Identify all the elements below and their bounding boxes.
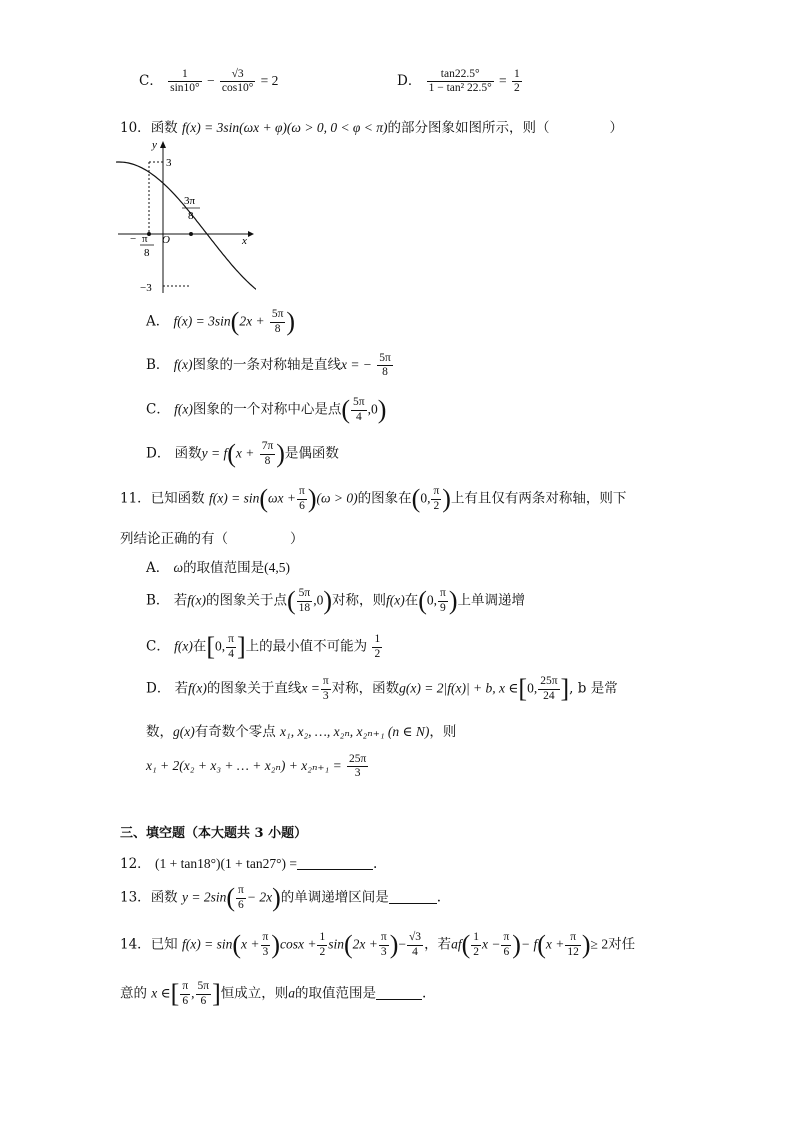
left-paren: (: [418, 586, 427, 615]
right-paren: ): [307, 484, 317, 513]
option-text: 的图象关于点: [205, 592, 287, 609]
numerator: 7π: [260, 440, 276, 454]
stem-text: 已知函数: [150, 490, 205, 507]
stem-text: 的取值范围是: [295, 985, 377, 1002]
denominator: 2: [374, 647, 381, 660]
math-expr: f(x) = 3sin: [173, 313, 231, 329]
option-text: 对称，函数: [331, 680, 400, 697]
right-bracket: ]: [560, 674, 570, 703]
left-paren: (: [286, 586, 296, 615]
option-label: C．: [146, 401, 170, 418]
left-bracket: [: [170, 979, 180, 1008]
q9-option-c: [139, 68, 278, 95]
numerator: 1: [512, 68, 522, 82]
question-number: 10．: [120, 120, 151, 136]
math-expr: a: [288, 985, 296, 1001]
numerator: tan22.5°: [427, 68, 494, 82]
stem-close: ）: [290, 531, 304, 547]
math-expr: f(x) = sin: [181, 936, 233, 952]
option-text: 上单调递增: [457, 592, 525, 609]
left-bracket: [: [518, 674, 528, 703]
fraction: [379, 931, 389, 958]
left-paren: (: [259, 484, 269, 513]
stem-text: 函数: [150, 889, 178, 906]
y-axis-arrow: [160, 141, 166, 148]
right-tick-den: 8: [188, 210, 194, 222]
math-expr: −: [398, 936, 406, 952]
right-paren: ): [323, 586, 332, 615]
q9-option-d: [397, 68, 523, 95]
minus: −: [206, 73, 215, 89]
q10-option-c: [146, 395, 386, 425]
numerator: 5π: [351, 396, 367, 410]
section-heading: 三、填空题（本大题共 3 小题）: [120, 826, 308, 841]
fraction: [270, 308, 286, 335]
right-paren: ): [377, 395, 387, 424]
option-label: A．: [146, 313, 170, 330]
math-expr: 0,: [426, 592, 438, 608]
question-number: 12．: [120, 856, 151, 872]
numerator: 5π: [196, 980, 212, 994]
math-expr: ω: [173, 560, 184, 575]
stem-text: 对任: [608, 936, 636, 953]
y-axis-label: y: [152, 139, 157, 151]
left-tick-sign: −: [130, 233, 137, 245]
right-paren: ): [389, 930, 399, 959]
right-bracket: ]: [236, 632, 246, 661]
math-expr: ,: [191, 985, 195, 1001]
left-paren: (: [227, 439, 236, 468]
denominator: 6: [238, 898, 244, 911]
right-paren: ): [581, 930, 591, 959]
fraction: [297, 485, 307, 512]
numerator: π: [438, 587, 448, 601]
right-paren: ): [271, 930, 280, 959]
right-paren: ): [272, 883, 281, 912]
option-label: D．: [397, 73, 422, 90]
left-bracket: [: [206, 632, 216, 661]
option-text: 在: [192, 638, 207, 655]
math-expr: y = 2sin: [181, 889, 227, 905]
denominator: 8: [264, 454, 271, 467]
option-text: 上的最小值不可能为: [245, 638, 368, 655]
numerator: √3: [407, 931, 423, 945]
x-axis-label: x: [242, 235, 247, 247]
left-paren: (: [411, 484, 421, 513]
denominator: 1 − tan² 22.5°: [428, 82, 492, 95]
math-expr: g(x): [173, 724, 195, 739]
q10-option-a: [146, 307, 295, 337]
fraction: [196, 980, 212, 1007]
option-text: 数，: [146, 724, 173, 740]
option-label: A．: [146, 560, 170, 576]
fraction: [407, 931, 423, 958]
math-expr: 2x +: [352, 936, 378, 952]
question-number: 14．: [120, 936, 151, 953]
max-point-marker: [147, 232, 151, 236]
right-paren: ): [448, 586, 458, 615]
stem-text: ，若: [424, 936, 452, 953]
left-paren: (: [461, 930, 471, 959]
numerator: 5π: [377, 352, 393, 366]
math-expr: x −: [482, 936, 501, 952]
function-expr: f(x) = 3sin(ωx + φ)(ω > 0, 0 < φ < π): [181, 120, 388, 135]
math-expr: x = −: [340, 357, 372, 373]
option-label: D．: [146, 680, 171, 697]
zero-point-marker: [189, 232, 193, 236]
numerator: π: [261, 931, 271, 945]
q14-line2: [120, 979, 426, 1009]
q11-option-d-line2: [146, 720, 456, 740]
q13: [120, 883, 441, 913]
denominator: cos10°: [221, 82, 254, 95]
numerator: 1: [471, 931, 481, 945]
numerator: 5π: [270, 308, 286, 322]
option-label: C．: [139, 73, 163, 90]
denominator: 18: [298, 601, 311, 614]
stem-text: 列结论正确的有（: [120, 531, 228, 547]
math-expr: 0,: [215, 638, 226, 654]
math-expr: 0,: [527, 680, 538, 696]
option-label: C．: [146, 638, 170, 655]
left-paren: (: [226, 883, 236, 912]
option-text: 若: [173, 592, 188, 609]
sine-graph: [116, 138, 256, 298]
left-paren: (: [232, 930, 242, 959]
left-paren: (: [341, 395, 351, 424]
fraction: [321, 675, 331, 702]
option-text: , b 是常: [569, 680, 618, 697]
left-tick-den: 8: [144, 247, 150, 259]
option-label: B．: [146, 592, 170, 609]
numerator: π: [180, 980, 190, 994]
math-expr: 0,: [420, 490, 431, 506]
stem-text: 的部分图象如图所示，则（: [387, 120, 550, 136]
denominator: 2: [433, 499, 440, 512]
x-axis-arrow: [248, 231, 254, 237]
q11-option-d-line1: [146, 674, 618, 704]
option-text: 图象的一条对称轴是直线: [192, 357, 341, 374]
denominator: 3: [322, 689, 329, 702]
numerator: 25π: [347, 753, 368, 767]
option-text: 图象的一个对称中心是点: [192, 401, 342, 418]
numerator: 1: [317, 931, 327, 945]
fraction: [220, 68, 255, 95]
q10-option-d: [146, 439, 339, 469]
fraction: [512, 68, 522, 95]
right-paren: ): [276, 439, 285, 468]
math-expr: sin: [328, 936, 344, 952]
fraction: [236, 884, 246, 911]
q11-stem-line2: [120, 527, 304, 547]
math-expr: f(x): [385, 592, 405, 608]
math-expr: x +: [241, 936, 260, 952]
math-expr: x +: [545, 936, 565, 952]
fraction: [471, 931, 481, 958]
math-expr: f(x): [187, 592, 206, 608]
denominator: 2: [473, 945, 479, 958]
numerator: π: [501, 931, 511, 945]
option-text: 对称，则: [331, 592, 386, 609]
math-expr: 2x +: [239, 313, 265, 329]
denominator: 8: [274, 322, 281, 335]
q11-option-b: [146, 586, 525, 616]
numerator: 1: [168, 68, 202, 82]
right-tick-num: 3π: [184, 195, 196, 207]
math-expr: ωx +: [268, 490, 297, 506]
option-text: 的取值范围是: [183, 560, 265, 576]
denominator: 6: [299, 499, 305, 512]
denominator: 12: [567, 945, 579, 958]
question-number: 13．: [120, 889, 151, 906]
option-text: 函数: [174, 445, 202, 462]
option-text: 在: [404, 592, 419, 609]
stem-text: 已知: [150, 936, 178, 953]
denominator: 6: [182, 994, 189, 1007]
math-expr: x₁, x₂, …, x₂ₙ, x₂ₙ₊₁ (n ∈ N): [280, 724, 430, 739]
fraction: [438, 587, 448, 614]
period: .: [422, 985, 427, 1002]
math-expr: f(x) = sin: [208, 490, 260, 506]
math-expr: y = f: [201, 445, 228, 461]
fraction: [351, 396, 367, 423]
math-expr: g(x) = 2|f(x)| + b, x ∈: [399, 680, 519, 696]
option-text: 有奇数个零点: [194, 724, 276, 740]
option-label: B．: [146, 357, 170, 374]
period: .: [436, 889, 442, 906]
question-number: 11．: [120, 490, 151, 507]
math-expr: (4,5): [264, 560, 290, 575]
denominator: 3: [380, 945, 387, 958]
denominator: 4: [228, 647, 234, 660]
denominator: 24: [543, 689, 555, 702]
fraction: [372, 633, 382, 660]
denominator: 6: [200, 994, 207, 1007]
numerator: π: [297, 485, 307, 499]
q14-line1: [120, 930, 635, 960]
q11-option-c: [146, 632, 383, 662]
math-expr: x₁ + 2(x₂ + x₃ + … + x₂ₙ) + x₂ₙ₊₁ =: [146, 758, 342, 774]
numerator: π: [321, 675, 331, 689]
math-expr: f(x): [188, 680, 207, 696]
denominator: sin10°: [170, 82, 200, 95]
q10-stem: [120, 116, 623, 136]
left-paren: (: [343, 930, 353, 959]
fraction: [431, 485, 441, 512]
math-expr: f(x): [174, 638, 193, 654]
stem-text: 恒成立，则: [220, 985, 289, 1002]
denominator: 8: [382, 366, 388, 379]
math-expr: ,0: [367, 401, 378, 417]
fraction: [261, 931, 271, 958]
math-expr: cosx +: [279, 936, 317, 952]
stem-text: 上有且仅有两条对称轴，则下: [450, 490, 627, 507]
left-paren: (: [537, 930, 546, 959]
fraction: [226, 633, 236, 660]
q11-option-a: [146, 556, 290, 576]
sine-curve: [116, 162, 256, 298]
numerator: 5π: [297, 587, 313, 601]
fraction: [427, 68, 494, 95]
math-expr: (1 + tan18°)(1 + tan27°) =: [154, 856, 297, 871]
fraction: [377, 352, 393, 379]
right-paren: ): [512, 930, 521, 959]
fraction: [180, 980, 190, 1007]
stem-text: 的图象在: [357, 490, 412, 507]
equals: =: [499, 73, 507, 89]
stem-text: 函数: [150, 120, 178, 136]
left-paren: (: [230, 307, 240, 336]
denominator: 2: [319, 945, 326, 958]
numerator: π: [565, 931, 581, 945]
fraction: [538, 675, 559, 702]
y-min-label: −3: [140, 282, 152, 294]
q10-option-b: [146, 352, 394, 379]
numerator: 1: [372, 633, 382, 647]
numerator: π: [236, 884, 246, 898]
option-text: ，则: [429, 724, 457, 740]
q11-stem-line1: [120, 484, 626, 514]
right-bracket: ]: [212, 979, 221, 1008]
math-expr: ,0: [313, 592, 324, 608]
denominator: 6: [503, 945, 510, 958]
denominator: 4: [412, 945, 418, 958]
fraction: [297, 587, 313, 614]
option-text: 若: [174, 680, 189, 697]
origin-label: O: [162, 234, 170, 246]
option-text: 是偶函数: [284, 445, 339, 462]
period: .: [372, 856, 378, 872]
math-expr: (ω > 0): [316, 490, 358, 506]
equals: = 2: [260, 73, 279, 89]
numerator: √3: [220, 68, 255, 82]
fraction: [565, 931, 581, 958]
answer-blank[interactable]: [376, 985, 422, 1000]
option-text: 的图象关于直线: [206, 680, 302, 697]
numerator: π: [226, 633, 236, 647]
answer-blank[interactable]: [389, 889, 437, 904]
numerator: π: [379, 931, 389, 945]
fraction: [260, 440, 276, 467]
denominator: 9: [440, 601, 446, 614]
math-expr: ≥ 2: [590, 936, 609, 952]
stem-text: 的单调递增区间是: [280, 889, 389, 906]
stem-text: 意的: [120, 985, 147, 1002]
fraction: [317, 931, 327, 958]
math-expr: − 2x: [246, 889, 273, 905]
denominator: 4: [355, 410, 362, 423]
numerator: π: [431, 485, 441, 499]
fraction: [168, 68, 202, 95]
option-label: D．: [146, 445, 171, 462]
math-expr: x +: [235, 445, 255, 461]
q11-option-d-line3: [146, 753, 369, 780]
right-paren: ): [286, 307, 296, 336]
answer-blank[interactable]: [297, 855, 373, 870]
stem-close: ）: [609, 120, 624, 136]
y-max-label: 3: [166, 157, 172, 169]
denominator: 3: [262, 945, 269, 958]
denominator: 2: [513, 82, 520, 95]
math-expr: f(x): [173, 357, 193, 373]
numerator: 25π: [538, 675, 559, 689]
q12: [120, 852, 377, 872]
math-expr: f(x): [174, 401, 193, 417]
denominator: 3: [354, 767, 361, 780]
left-tick-num: π: [142, 233, 148, 245]
math-expr: − f: [520, 936, 538, 952]
math-expr: x ∈: [151, 985, 171, 1001]
right-paren: ): [442, 484, 451, 513]
fraction: [347, 753, 368, 780]
math-expr: af: [451, 936, 462, 952]
fraction: [501, 931, 511, 958]
math-expr: x =: [301, 680, 320, 696]
